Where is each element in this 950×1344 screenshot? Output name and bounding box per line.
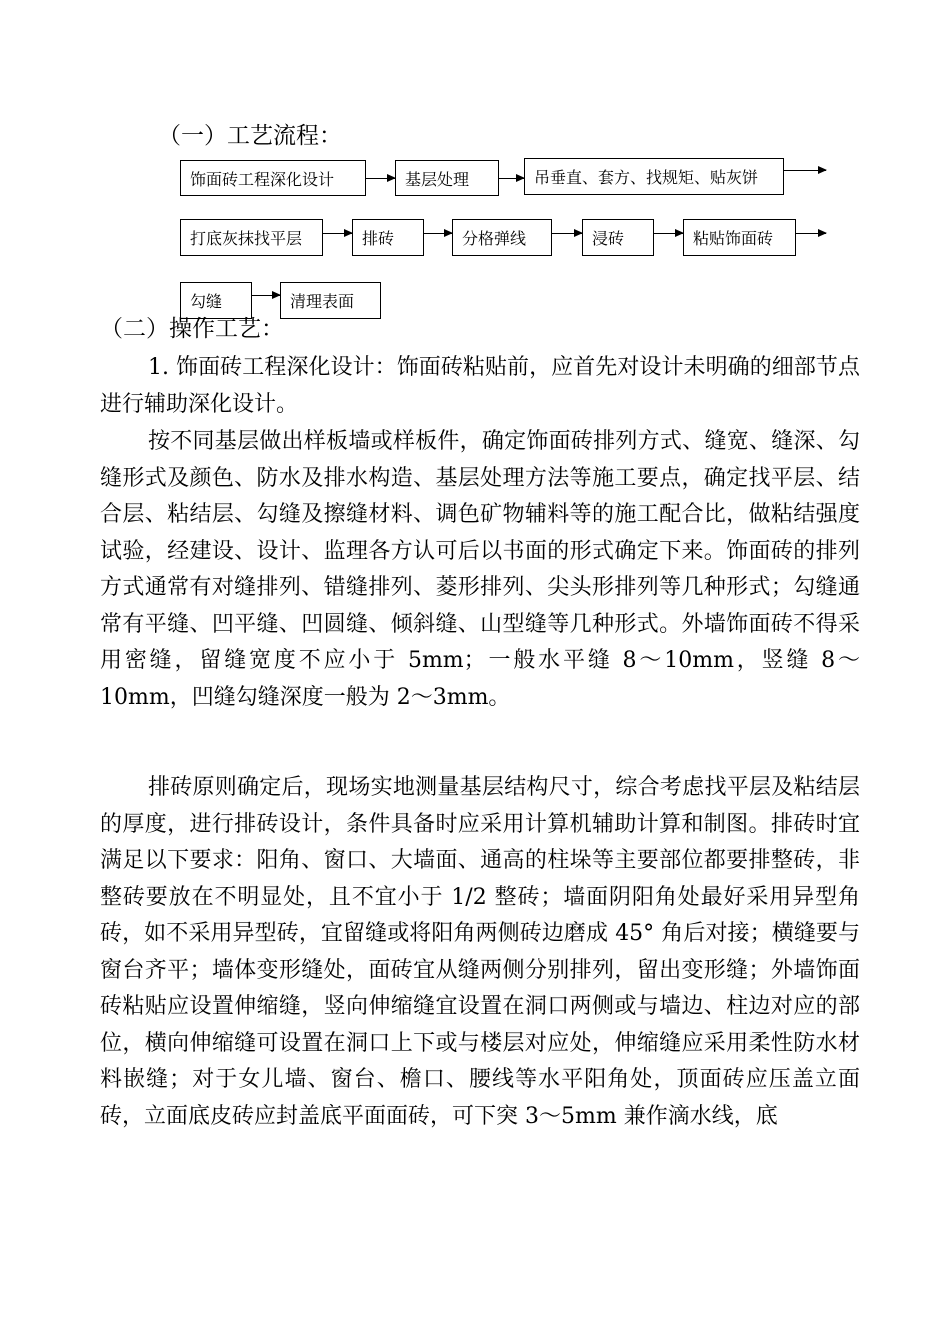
flow-arrow (552, 233, 582, 234)
section2-heading: （二）操作工艺： (100, 316, 284, 342)
section1-heading: （一）工艺流程： (158, 123, 342, 149)
flow-step-grid-marking: 分格弹线 (452, 219, 552, 256)
flow-step-leveling-layer: 打底灰抹找平层 (180, 219, 323, 256)
flow-step-soak-tiles: 浸砖 (582, 219, 654, 256)
flow-step-clean-surface: 清理表面 (280, 282, 381, 319)
flow-step-tile-layout: 排砖 (352, 219, 424, 256)
flow-arrow (499, 178, 524, 179)
flow-arrow (654, 233, 683, 234)
paragraph-deepening-design: 1. 饰面砖工程深化设计：饰面砖粘贴前，应首先对设计未明确的细部节点进行辅助深化设计。 (100, 355, 860, 417)
flow-arrow (252, 295, 280, 296)
paragraph-tile-layout: 排砖原则确定后，现场实地测量基层结构尺寸，综合考虑找平层及粘结层的厚度，进行排砖设计，条件具备时应采用计算机辅助计算和制图。排砖时宜满足以下要求：阳角、窗口、大墙面、通高的柱垛等主要部位都要排整砖，非整砖要放在不明显处，且不宜小于 1/2 整砖；墙面阴阳角处最好采用异型角砖，如不采用异型砖，宜留缝或将阳角两侧砖边磨成 45° 角后对接；横缝要与窗台齐平；墙体变形缝处，面砖宜从缝两侧分别排列，留出变形缝；外墙饰面砖粘贴应设置伸缩缝，竖向伸缩缝宜设置在洞口两侧或与墙边、柱边对应的部位，横向伸缩缝可设置在洞口上下或与楼层对应处，伸缩缝应采用柔性防水材料嵌缝；对于女儿墙、窗台、檐口、腰线等水平阳角处，顶面砖应压盖立面砖，立面底皮砖应封盖底平面面砖，可下突 3～5mm 兼作滴水线，底 (100, 775, 860, 1129)
flow-arrow (323, 233, 352, 234)
flow-step-paste-tiles: 粘贴饰面砖 (683, 219, 796, 256)
flow-step-base-treatment: 基层处理 (395, 160, 499, 196)
flow-step-pointing: 勾缝 (180, 282, 252, 319)
flow-step-plumb-square: 吊垂直、套方、找规矩、贴灰饼 (524, 158, 784, 195)
flow-arrow (784, 170, 826, 171)
paragraph-sample-wall: 按不同基层做出样板墙或样板件，确定饰面砖排列方式、缝宽、缝深、勾缝形式及颜色、防水及排水构造、基层处理方法等施工要点，确定找平层、结合层、粘结层、勾缝及擦缝材料、调色矿物辅料等的施工配合比，做粘结强度试验，经建设、设计、监理各方认可后以书面的形式确定下来。饰面砖的排列方式通常有对缝排列、错缝排列、菱形排列、尖头形排列等几种形式；勾缝通常有平缝、凹平缝、凹圆缝、倾斜缝、山型缝等几种形式。外墙饰面砖不得采用密缝，留缝宽度不应小于 5mm；一般水平缝 8～10mm，竖缝 8～10mm，凹缝勾缝深度一般为 2～3mm。 (100, 429, 860, 710)
flow-step-design: 饰面砖工程深化设计 (180, 160, 366, 196)
flow-arrow (424, 233, 452, 234)
flow-arrow (366, 178, 395, 179)
flow-arrow (796, 233, 826, 234)
